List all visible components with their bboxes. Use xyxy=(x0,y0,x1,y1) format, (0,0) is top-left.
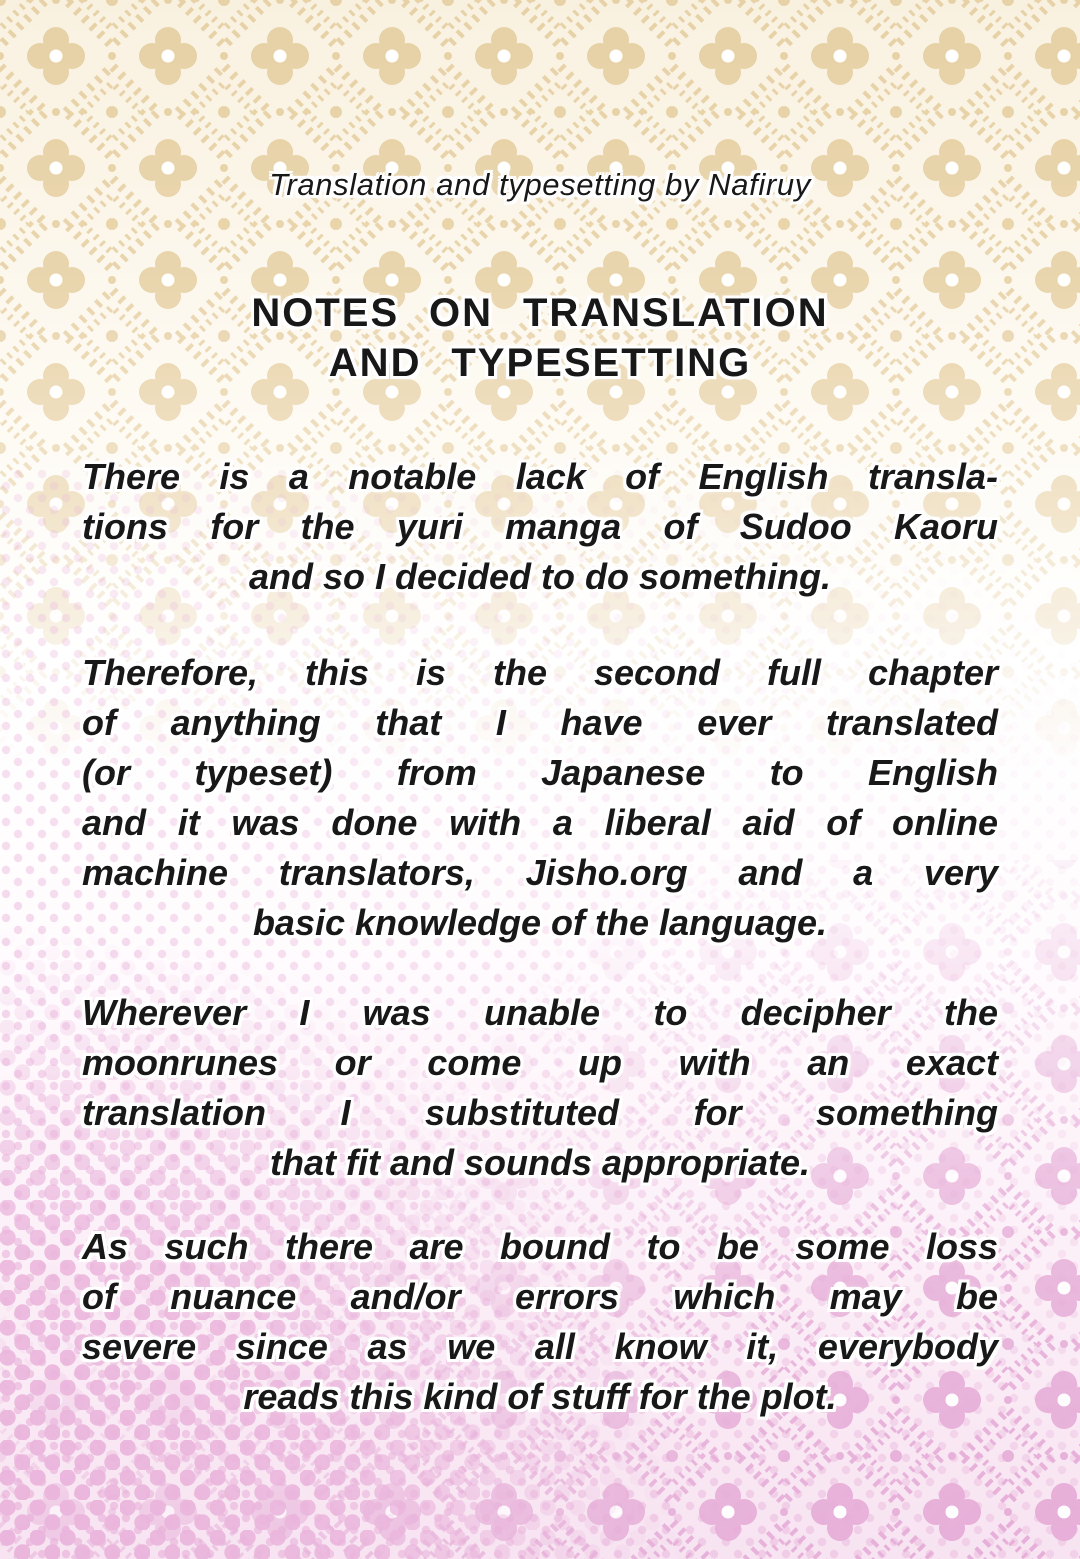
paragraph-line: and it was done with a liberal aid of online xyxy=(82,802,998,843)
paragraph-2 xyxy=(82,648,998,948)
notes-heading-line2: AND TYPESETTING xyxy=(328,341,752,385)
paragraph-line: basic knowledge of the language. xyxy=(252,902,828,943)
credit-line: Translation and typesetting by Nafiruy xyxy=(269,167,811,202)
paragraph-line: reads this kind of stuff for the plot. xyxy=(243,1376,837,1417)
paragraph-line: (or typeset) from Japanese to English xyxy=(82,752,998,793)
paragraph-line: There is a notable lack of English transla- xyxy=(82,456,998,497)
paragraph-line: translation I substituted for something xyxy=(82,1092,998,1133)
paragraph-line: Wherever I was unable to decipher the xyxy=(82,992,998,1033)
paragraph-line: severe since as we all know it, everybody xyxy=(82,1326,998,1367)
notes-heading xyxy=(82,288,998,388)
paragraph-line: of nuance and/or errors which may be xyxy=(82,1276,998,1317)
notes-heading-line1: NOTES ON TRANSLATION xyxy=(251,291,829,335)
paragraph-line: and so I decided to do something. xyxy=(248,556,832,597)
paragraph-line: moonrunes or come up with an exact xyxy=(82,1042,998,1083)
paragraph-1 xyxy=(82,452,998,602)
paragraph-line: that fit and sounds appropriate. xyxy=(269,1142,811,1183)
paragraph-4 xyxy=(82,1222,998,1422)
paragraph-line: tions for the yuri manga of Sudoo Kaoru xyxy=(82,506,998,547)
paragraph-line: of anything that I have ever translated xyxy=(82,702,998,743)
paragraph-line: Therefore, this is the second full chapter xyxy=(82,652,998,693)
paragraph-line: machine translators, Jisho.org and a very xyxy=(82,852,998,893)
paragraph-3 xyxy=(82,988,998,1188)
paragraph-line: As such there are bound to be some loss xyxy=(82,1226,998,1267)
